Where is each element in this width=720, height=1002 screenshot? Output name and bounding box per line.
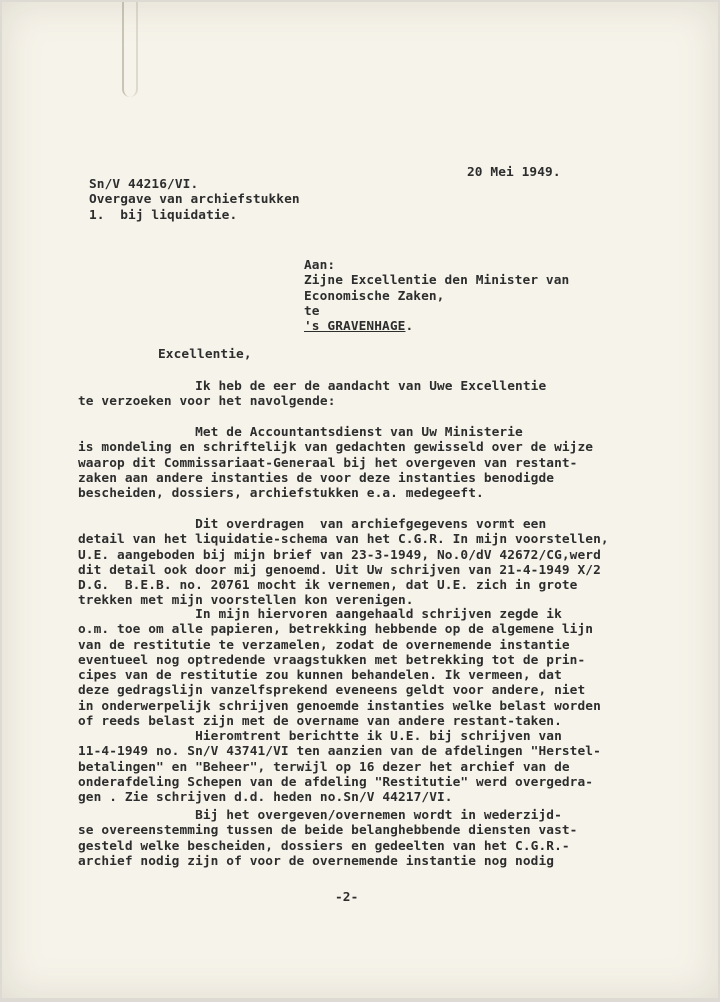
paper-fold-mark	[122, 2, 138, 97]
text-line: dit detail ook door mij genoemd. Uit Uw schrijven van 21-4-1949 X/2	[78, 562, 601, 578]
text-line: Met de Accountantsdienst van Uw Ministerie	[78, 425, 523, 440]
text-line: archief nodig zijn of voor de overnemende instantie nog nodig	[78, 853, 555, 869]
text-line: in onderwerpelijk schrijven genoemde instanties welke belast worden	[78, 698, 601, 714]
text-line: Bij het overgeven/overnemen wordt in wederzijd-	[78, 808, 562, 823]
text-line: Ik heb de eer de aandacht van Uwe Excellentie	[78, 379, 547, 394]
text-line: betalingen" en "Beheer", terwijl op 16 dezer het archief van de	[78, 759, 570, 775]
text-line: 11-4-1949 no. Sn/V 43741/VI ten aanzien van de afdelingen "Herstel-	[78, 744, 601, 760]
page-number: -2-	[335, 890, 359, 905]
addressee-line: Economische Zaken,	[304, 288, 445, 304]
addressee-label: Aan:	[304, 258, 336, 273]
paragraph-2	[78, 425, 593, 501]
text-line: zaken aan andere instanties de voor deze instanties benodigde	[78, 470, 555, 486]
text-line: Hieromtrent berichtte ik U.E. bij schrijven van	[78, 729, 562, 744]
text-line: U.E. aangeboden bij mijn brief van 23-3-1949, No.0/dV 42672/CG,werd	[78, 547, 601, 563]
text-line: waarop dit Commissariaat-Generaal bij het overgeven van restant-	[78, 455, 578, 471]
text-line: is mondeling en schriftelijk van gedachten gewisseld over de wijze	[78, 440, 594, 456]
text-line: bescheiden, dossiers, archiefstukken e.a. medegeeft.	[78, 486, 484, 502]
addressee-city: 's GRAVENHAGE	[304, 319, 406, 335]
addressee-line: Zijne Excellentie den Minister van	[304, 273, 570, 289]
reference-number: Sn/V 44216/VI.	[89, 177, 199, 192]
text-line: eventueel nog optredende vraagstukken met betrekking tot de prin-	[78, 652, 586, 668]
text-line: of reeds belast zijn met de overname van andere restant-taken.	[78, 714, 562, 730]
text-line: Dit overdragen van archiefgegevens vormt een	[78, 517, 547, 532]
text-line: o.m. toe om alle papieren, betrekking hebbende op de algemene lijn	[78, 622, 594, 638]
addressee-line: te	[304, 303, 320, 319]
text-line: trekken met mijn voorstellen kon verenigen.	[78, 593, 414, 609]
letter-page	[2, 2, 718, 998]
paragraph-6	[78, 808, 577, 869]
letter-date: 20 Mei 1949.	[467, 165, 561, 180]
text-line: se overeenstemming tussen de beide belanghebbende diensten vast-	[78, 823, 578, 839]
addressee-city-suffix: .	[405, 319, 414, 335]
text-line: gen . Zie schrijven d.d. heden no.Sn/V 44217/VI.	[78, 790, 453, 806]
addressee-city-line	[304, 319, 569, 334]
subject-line: Overgave van archiefstukken	[89, 192, 300, 208]
paragraph-3	[78, 517, 609, 609]
text-line: onderafdeling Schepen van de afdeling "Restitutie" werd overgedra-	[78, 774, 594, 790]
text-line: van de restitutie te verzamelen, zodat de overnemende instantie	[78, 637, 570, 653]
text-line: te verzoeken voor het navolgende:	[78, 394, 336, 410]
reference-block	[89, 177, 300, 223]
addressee-block	[304, 258, 569, 334]
paragraph-5	[78, 729, 601, 805]
paragraph-4	[78, 607, 601, 729]
text-line: deze gedragslijn vanzelfsprekend eveneens geldt voor andere, niet	[78, 683, 586, 699]
text-line: cipes van de restitutie zou kunnen behandelen. Ik vermeen, dat	[78, 668, 562, 684]
text-line: detail van het liquidatie-schema van het C.G.R. In mijn voorstellen,	[78, 532, 609, 548]
text-line: In mijn hiervoren aangehaald schrijven zegde ik	[78, 607, 562, 622]
subject-line: 1. bij liquidatie.	[89, 207, 238, 223]
text-line: gesteld welke bescheiden, dossiers en gedeelten van het C.G.R.-	[78, 838, 570, 854]
salutation: Excellentie,	[158, 347, 252, 362]
text-line: D.G. B.E.B. no. 20761 mocht ik vernemen, dat U.E. zich in grote	[78, 578, 578, 594]
paragraph-1	[78, 379, 546, 410]
